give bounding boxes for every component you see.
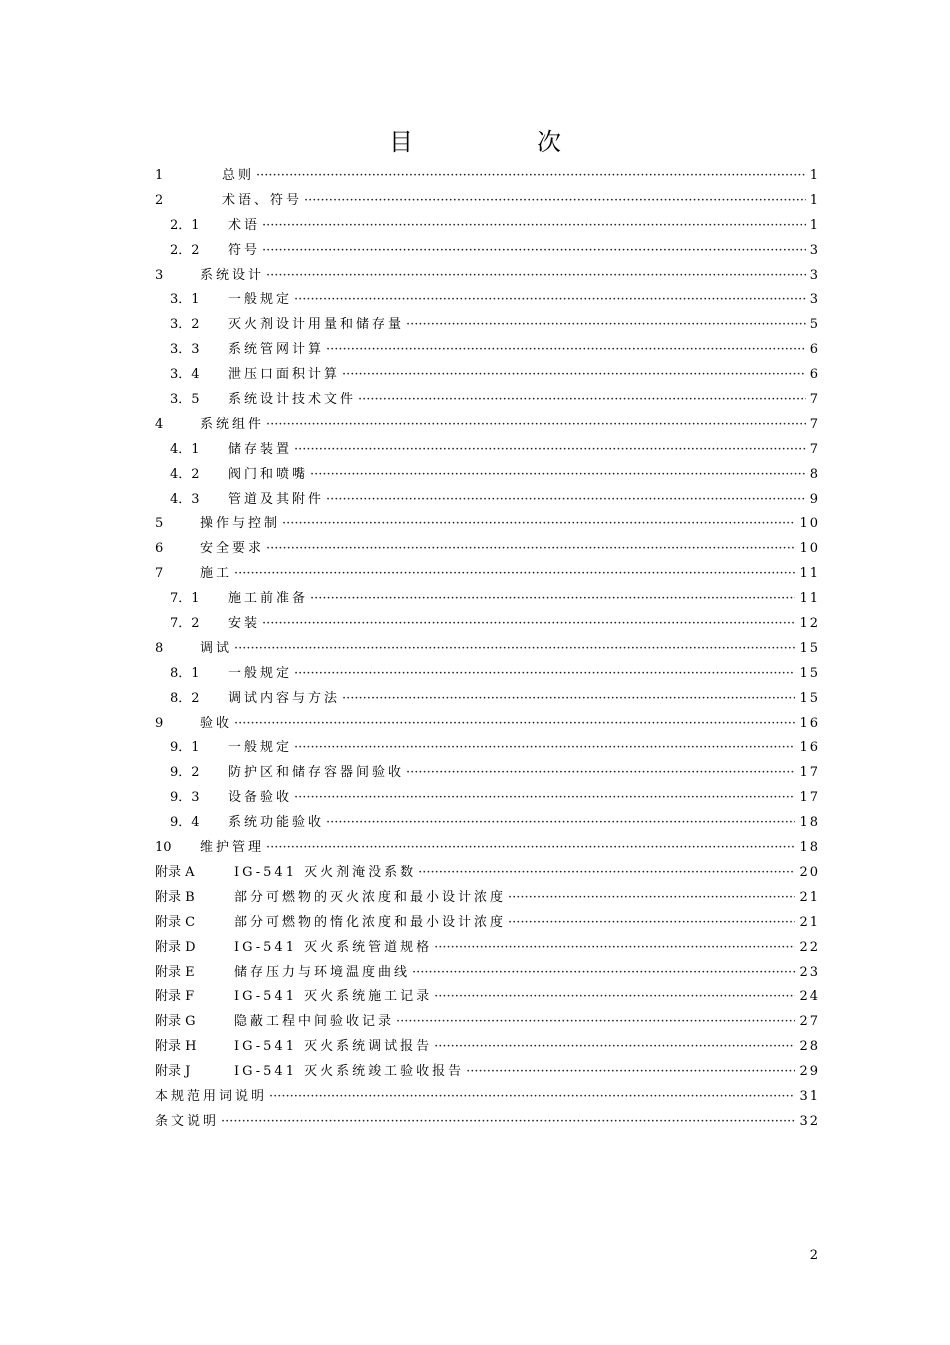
toc-entry[interactable]: [0, 985, 950, 1010]
toc-entry-title: 系统功能验收: [228, 815, 325, 831]
toc-entry[interactable]: [0, 363, 950, 388]
toc-entry-title: IG-541 灭火剂淹没系数: [234, 864, 417, 880]
toc-entry[interactable]: [0, 214, 950, 239]
toc-leader-dots: [294, 736, 795, 761]
toc-entry[interactable]: [0, 936, 950, 961]
toc-entry-title: IG-541 灭火系统施工记录: [234, 989, 433, 1005]
toc-entry-number: 3: [155, 267, 164, 283]
toc-entry[interactable]: [0, 1110, 950, 1135]
toc-entry-title: 管道及其附件: [228, 491, 325, 507]
toc-entry-page: 6: [809, 342, 820, 358]
page-title: 目 次: [389, 128, 611, 156]
toc-entry-title: 阀门和喷嘴: [228, 466, 309, 482]
toc-entry-page: 1: [809, 217, 820, 233]
toc-entry[interactable]: [0, 587, 950, 612]
toc-entry-number: 附录 G: [155, 1014, 196, 1030]
toc-entry[interactable]: [0, 687, 950, 712]
toc-entry-number: 附录 H: [155, 1039, 197, 1055]
toc-leader-dots: [262, 214, 806, 239]
toc-entry-number: 3．2: [170, 317, 200, 333]
toc-leader-dots: [466, 1060, 795, 1085]
toc-entry-title: 一般规定: [228, 292, 293, 308]
toc-entry-title: 本规范用词说明: [155, 1088, 268, 1104]
toc-entry-title: 泄压口面积计算: [228, 367, 341, 383]
toc-entry-page: 15: [799, 665, 820, 681]
toc-entry-number: 5: [155, 516, 164, 532]
toc-leader-dots: [304, 189, 806, 214]
toc-entry-title: 防护区和储存容器间验收: [228, 765, 405, 781]
toc-entry[interactable]: [0, 463, 950, 488]
toc-leader-dots: [434, 1035, 795, 1060]
toc-entry-page: 23: [799, 964, 820, 980]
toc-entry[interactable]: [0, 413, 950, 438]
page-number: 2: [809, 1248, 818, 1263]
toc-entry-number: 附录 B: [155, 889, 195, 905]
toc-entry-number: 4．2: [170, 466, 200, 482]
toc-entry-number: 9．4: [170, 815, 200, 831]
toc-entry[interactable]: [0, 338, 950, 363]
toc-entry-page: 7: [809, 392, 820, 408]
toc-entry-number: 6: [155, 541, 164, 557]
toc-leader-dots: [326, 488, 806, 513]
toc-entry-title: 术语、符号: [222, 192, 303, 208]
toc-entry-title: 调试: [200, 640, 233, 656]
toc-entry-page: 3: [809, 292, 820, 308]
toc-entry-page: 17: [799, 790, 820, 806]
toc-entry[interactable]: [0, 388, 950, 413]
toc-entry[interactable]: [0, 512, 950, 537]
toc-entry-page: 27: [799, 1014, 820, 1030]
toc-entry-number: 8．1: [170, 665, 200, 681]
toc-entry-page: 6: [809, 367, 820, 383]
toc-entry-number: 2．2: [170, 242, 200, 258]
table-of-contents: [0, 164, 950, 1135]
toc-leader-dots: [294, 786, 795, 811]
toc-entry-title: 隐蔽工程中间验收记录: [234, 1014, 395, 1030]
toc-entry-title: 安全要求: [200, 541, 265, 557]
toc-entry-page: 9: [809, 491, 820, 507]
toc-entry-page: 17: [799, 765, 820, 781]
toc-leader-dots: [342, 363, 806, 388]
toc-entry-page: 29: [799, 1064, 820, 1080]
toc-leader-dots: [269, 1085, 795, 1110]
toc-leader-dots: [418, 861, 795, 886]
toc-leader-dots: [310, 587, 795, 612]
toc-entry-page: 11: [799, 566, 820, 582]
toc-entry-number: 1: [155, 168, 164, 183]
toc-entry-page: 31: [799, 1088, 820, 1104]
toc-entry-number: 附录 E: [155, 964, 195, 980]
toc-entry-page: 15: [799, 640, 820, 656]
toc-entry-title: 施工前准备: [228, 591, 309, 607]
toc-leader-dots: [396, 1010, 795, 1035]
toc-entry[interactable]: [0, 438, 950, 463]
toc-entry-number: 4．3: [170, 491, 200, 507]
toc-entry-page: 10: [799, 541, 820, 557]
toc-leader-dots: [266, 264, 806, 289]
toc-entry-number: 附录 A: [155, 864, 195, 880]
toc-entry-title: IG-541 灭火系统调试报告: [234, 1039, 433, 1055]
toc-entry-number: 2．1: [170, 217, 200, 233]
toc-leader-dots: [434, 985, 795, 1010]
toc-entry-page: 11: [799, 591, 820, 607]
toc-entry[interactable]: [0, 637, 950, 662]
toc-entry-title: 部分可燃物的惰化浓度和最小设计浓度: [234, 914, 507, 930]
toc-entry-page: 18: [799, 840, 820, 856]
toc-entry-page: 28: [799, 1039, 820, 1055]
toc-entry-title: 系统管网计算: [228, 342, 325, 358]
toc-entry-page: 3: [809, 267, 820, 283]
toc-entry-title: 总则: [222, 168, 255, 183]
toc-entry[interactable]: [0, 761, 950, 786]
toc-entry-title: 一般规定: [228, 740, 293, 756]
toc-entry-page: 18: [799, 815, 820, 831]
toc-entry-title: 维护管理: [200, 840, 265, 856]
toc-entry-page: 1: [809, 192, 820, 208]
toc-entry-title: 储存装置: [228, 441, 293, 457]
toc-entry-page: 15: [799, 690, 820, 706]
toc-entry-number: 9: [155, 715, 164, 731]
toc-entry-title: IG-541 灭火系统竣工验收报告: [234, 1064, 465, 1080]
toc-entry-number: 8: [155, 640, 164, 656]
toc-entry-title: 安装: [228, 616, 261, 632]
toc-entry[interactable]: [0, 537, 950, 562]
toc-entry-page: 22: [799, 939, 820, 955]
toc-entry[interactable]: [0, 1010, 950, 1035]
toc-entry[interactable]: [0, 886, 950, 911]
toc-entry[interactable]: [0, 562, 950, 587]
toc-entry-number: 7．1: [170, 591, 200, 607]
toc-entry[interactable]: [0, 239, 950, 264]
toc-entry[interactable]: [0, 811, 950, 836]
toc-entry-title: 符号: [228, 242, 261, 258]
toc-entry-number: 3．1: [170, 292, 200, 308]
toc-leader-dots: [406, 313, 806, 338]
toc-entry-page: 5: [809, 317, 820, 333]
toc-entry-page: 7: [809, 416, 820, 432]
toc-leader-dots: [326, 338, 806, 363]
toc-entry-number: 9．2: [170, 765, 200, 781]
toc-entry[interactable]: [0, 264, 950, 289]
toc-leader-dots: [342, 687, 795, 712]
toc-leader-dots: [256, 164, 806, 189]
toc-entry-title: 储存压力与环境温度曲线: [234, 964, 411, 980]
toc-entry[interactable]: [0, 1085, 950, 1110]
toc-entry-number: 3．4: [170, 367, 200, 383]
toc-leader-dots: [358, 388, 806, 413]
toc-leader-dots: [294, 288, 806, 313]
toc-leader-dots: [406, 761, 795, 786]
toc-entry-page: 20: [799, 864, 820, 880]
toc-entry-title: 调试内容与方法: [228, 690, 341, 706]
toc-entry-number: 7．2: [170, 616, 200, 632]
toc-entry[interactable]: [0, 736, 950, 761]
toc-entry[interactable]: [0, 488, 950, 513]
toc-entry-page: 7: [809, 441, 820, 457]
toc-entry-title: 施工: [200, 566, 233, 582]
toc-leader-dots: [234, 562, 795, 587]
toc-entry-number: 7: [155, 566, 164, 582]
toc-entry[interactable]: [0, 911, 950, 936]
toc-entry[interactable]: [0, 288, 950, 313]
toc-entry-title: 系统设计技术文件: [228, 392, 357, 408]
toc-leader-dots: [282, 512, 795, 537]
toc-entry-page: 8: [809, 466, 820, 482]
toc-entry-number: 附录 D: [155, 939, 196, 955]
toc-leader-dots: [326, 811, 795, 836]
toc-entry-number: 8．2: [170, 690, 200, 706]
toc-entry-number: 4: [155, 416, 164, 432]
toc-leader-dots: [221, 1110, 795, 1135]
toc-entry-page: 10: [799, 516, 820, 532]
toc-entry[interactable]: [0, 961, 950, 986]
toc-entry[interactable]: [0, 164, 950, 189]
toc-entry-title: 一般规定: [228, 665, 293, 681]
toc-entry-number: 4．1: [170, 441, 200, 457]
toc-entry-page: 3: [809, 242, 820, 258]
toc-entry-number: 2: [155, 192, 164, 208]
toc-entry[interactable]: [0, 189, 950, 214]
toc-entry[interactable]: [0, 612, 950, 637]
toc-entry[interactable]: [0, 313, 950, 338]
toc-entry-page: 24: [799, 989, 820, 1005]
toc-entry-title: IG-541 灭火系统管道规格: [234, 939, 433, 955]
toc-entry[interactable]: [0, 662, 950, 687]
toc-leader-dots: [234, 712, 795, 737]
toc-entry-title: 验收: [200, 715, 233, 731]
toc-entry-title: 操作与控制: [200, 516, 281, 532]
toc-entry-title: 灭火剂设计用量和储存量: [228, 317, 405, 333]
toc-entry-number: 附录 F: [155, 989, 195, 1005]
toc-entry-page: 32: [799, 1113, 820, 1129]
toc-leader-dots: [508, 886, 795, 911]
toc-leader-dots: [266, 413, 806, 438]
toc-leader-dots: [234, 637, 795, 662]
toc-entry-title: 术语: [228, 217, 261, 233]
toc-entry[interactable]: [0, 1035, 950, 1060]
toc-entry-number: 10: [155, 840, 172, 856]
toc-leader-dots: [266, 537, 795, 562]
toc-entry-page: 16: [799, 715, 820, 731]
toc-entry-page: 21: [799, 889, 820, 905]
toc-leader-dots: [294, 662, 795, 687]
toc-entry-title: 条文说明: [155, 1113, 220, 1129]
toc-entry-page: 16: [799, 740, 820, 756]
toc-entry-title: 部分可燃物的灭火浓度和最小设计浓度: [234, 889, 507, 905]
toc-entry[interactable]: [0, 1060, 950, 1085]
toc-entry-number: 9．3: [170, 790, 200, 806]
toc-entry-title: 设备验收: [228, 790, 293, 806]
toc-entry-page: 1: [809, 168, 820, 183]
toc-entry[interactable]: [0, 786, 950, 811]
toc-entry-number: 9．1: [170, 740, 200, 756]
toc-entry-title: 系统设计: [200, 267, 265, 283]
toc-entry-page: 12: [799, 616, 820, 632]
toc-leader-dots: [508, 911, 795, 936]
toc-leader-dots: [412, 961, 795, 986]
toc-entry-number: 附录 J: [155, 1064, 191, 1080]
toc-entry-page: 21: [799, 914, 820, 930]
toc-entry-number: 3．3: [170, 342, 200, 358]
toc-entry-title: 系统组件: [200, 416, 265, 432]
toc-leader-dots: [310, 463, 806, 488]
toc-entry-number: 3．5: [170, 392, 200, 408]
toc-leader-dots: [266, 836, 795, 861]
toc-entry[interactable]: [0, 836, 950, 861]
toc-leader-dots: [294, 438, 806, 463]
toc-entry[interactable]: [0, 861, 950, 886]
toc-entry[interactable]: [0, 712, 950, 737]
toc-leader-dots: [434, 936, 795, 961]
toc-entry-number: 附录 C: [155, 914, 196, 930]
toc-leader-dots: [262, 239, 806, 264]
toc-leader-dots: [262, 612, 795, 637]
